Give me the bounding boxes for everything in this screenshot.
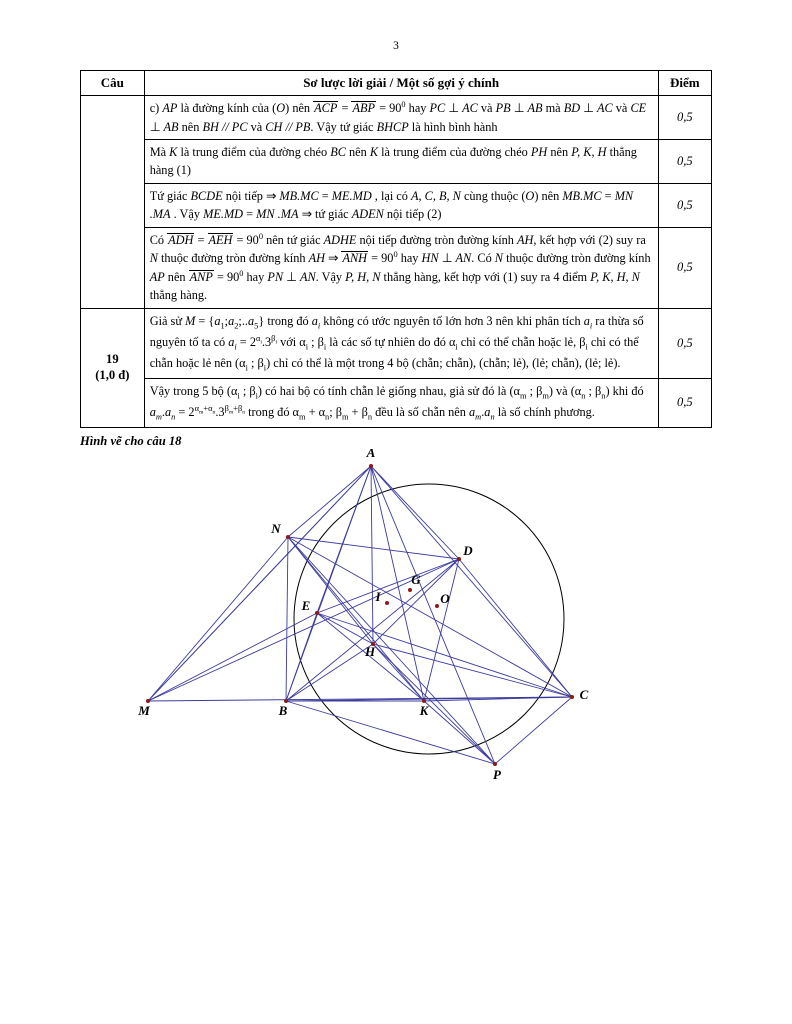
segment-ME (148, 613, 317, 701)
segment-CD (459, 559, 572, 697)
point-label-E: E (301, 597, 311, 613)
point-label-A: A (366, 448, 376, 460)
table-row (81, 183, 712, 227)
cell-cau (81, 96, 145, 309)
segment-KP (424, 701, 495, 764)
segment-AD (371, 466, 459, 559)
header-diem: Điểm (658, 71, 711, 96)
cell-solution-text: c) AP là đường kính của (O) nên ACP = ABP = $90^0$ hay PC ⊥ AC và PB ⊥ AB mà BD ⊥ AC và CE ⊥ AB nên BH // PC và CH // PB. Vậy tứ giác BHCP là hình bình hành (144, 96, 658, 140)
point-label-D: D (463, 542, 473, 558)
cell-diem: 0,5 (658, 139, 711, 183)
cell-solution-text: Giả sử $M = \{a_1;a_2;..a_5\}$ trong đó $a_i$ không có ước nguyên tố lớn hơn 3 nên khi phân tích $a_i$ ra thừa số nguyên tố ta có $a_i = 2^{\alpha_i}.3^{\beta_i}$ với $\alpha_i$ ; $\beta_i$ là các số tự nhiên do đó $\alpha_i$ chỉ có thể chẵn hoặc lẻ, $\beta_i$ chỉ có thể chẵn hoặc lẻ nên ($\alpha_i$ ; $\beta_i$) chỉ có thể là một trong 4 bộ (chẵn; chẵn), (chẵn; lẻ), (lẻ; chẵn), (lẻ; lẻ). (144, 308, 658, 378)
point-P (493, 762, 497, 766)
segment-CH (373, 644, 572, 697)
point-I (385, 601, 389, 605)
segment-AH (371, 466, 373, 644)
cell-diem: 0,5 (658, 183, 711, 227)
cell-diem: 0,5 (658, 378, 711, 427)
point-label-O: O (440, 590, 450, 606)
point-E (315, 611, 319, 615)
point-C (570, 695, 574, 699)
geometry-figure-svg (0, 449, 792, 839)
point-D (457, 557, 461, 561)
cell-solution-text: Mà K là trung điểm của đường chéo BC nên K là trung điểm của đường chéo PH nên P, K, H thẳng hàng (1) (144, 139, 658, 183)
cell-solution-text: Có ADH = AEH = $90^0$ nên tứ giác ADHE nội tiếp đường tròn đường kính AH, kết hợp với (2) suy ra N thuộc đường tròn đường kính AH ⇒ ANH = $90^0$ hay HN ⊥ AN. Có N thuộc đường tròn đường kính AP nên ANP = $90^0$ hay PN ⊥ AN. Vậy P, H, N thẳng hàng, kết hợp với (1) suy ra 4 điểm P, K, H, N thẳng hàng. (144, 227, 658, 308)
cell-solution-text: Vậy trong 5 bộ ($\alpha_i$ ; $\beta_i$) có hai bộ có tính chẵn lẻ giống nhau, giả sử đó là ($\alpha_m$ ; $\beta_m$) và ($\alpha_n$ ; $\beta_n$) khi đó $a_m.a_n = 2^{\alpha_m+\alpha_n}.3^{\beta_m+\beta_n}$ trong đó $\alpha_m + \alpha_n$; $\beta_m + \beta_n$ đều là số chẵn nên $a_m.a_n$ là số chính phương. (144, 378, 658, 427)
solution-table-wrapper (80, 70, 712, 428)
segment-AC (371, 466, 572, 697)
point-N (286, 535, 290, 539)
segment-BN (286, 537, 288, 701)
solution-table-body (81, 96, 712, 428)
segment-CN (288, 537, 572, 697)
segment-NK (288, 537, 424, 701)
point-label-H: H (364, 643, 376, 659)
segment-BH (286, 644, 373, 701)
cell-diem: 0,5 (658, 308, 711, 378)
point-label-G: G (411, 571, 421, 587)
figure-caption: Hình vẽ cho câu 18 (80, 433, 182, 448)
segment-HK (373, 644, 424, 701)
segment-AE (317, 466, 371, 613)
cell-diem: 0,5 (658, 227, 711, 308)
table-header-row (81, 71, 712, 96)
table-row (81, 227, 712, 308)
cell-cau: 19 (1,0 đ) (81, 308, 145, 427)
cell-diem: 0,5 (658, 96, 711, 140)
segment-MN (148, 537, 288, 701)
table-row (81, 308, 712, 378)
page-number: 3 (393, 40, 399, 52)
cell-solution-text: Tứ giác BCDE nội tiếp ⇒ MB.MC = ME.MD , lại có A, C, B, N cùng thuộc (O) nên MB.MC = MN .MA . Vậy ME.MD = MN .MA ⇒ tứ giác ADEN nội tiếp (2) (144, 183, 658, 227)
point-label-C: C (579, 686, 589, 702)
table-row (81, 139, 712, 183)
point-O (435, 604, 439, 608)
point-label-I: I (375, 588, 381, 604)
table-row (81, 378, 712, 427)
segment-AM (148, 466, 371, 701)
segment-AP (371, 466, 495, 764)
point-label-M: M (138, 702, 150, 718)
point-label-K: K (419, 702, 429, 718)
solution-table (80, 70, 712, 428)
table-row (81, 96, 712, 140)
point-label-P: P (493, 766, 501, 782)
segment-NP (288, 537, 495, 764)
header-cau: Câu (81, 71, 145, 96)
geometry-figure (0, 449, 792, 839)
point-label-N: N (271, 520, 281, 536)
segment-CP (495, 697, 572, 764)
point-G (408, 588, 412, 592)
segment-BP (286, 701, 495, 764)
point-label-B: B (278, 702, 288, 718)
header-body: Sơ lược lời giải / Một số gợi ý chính (144, 71, 658, 96)
point-A (369, 464, 373, 468)
